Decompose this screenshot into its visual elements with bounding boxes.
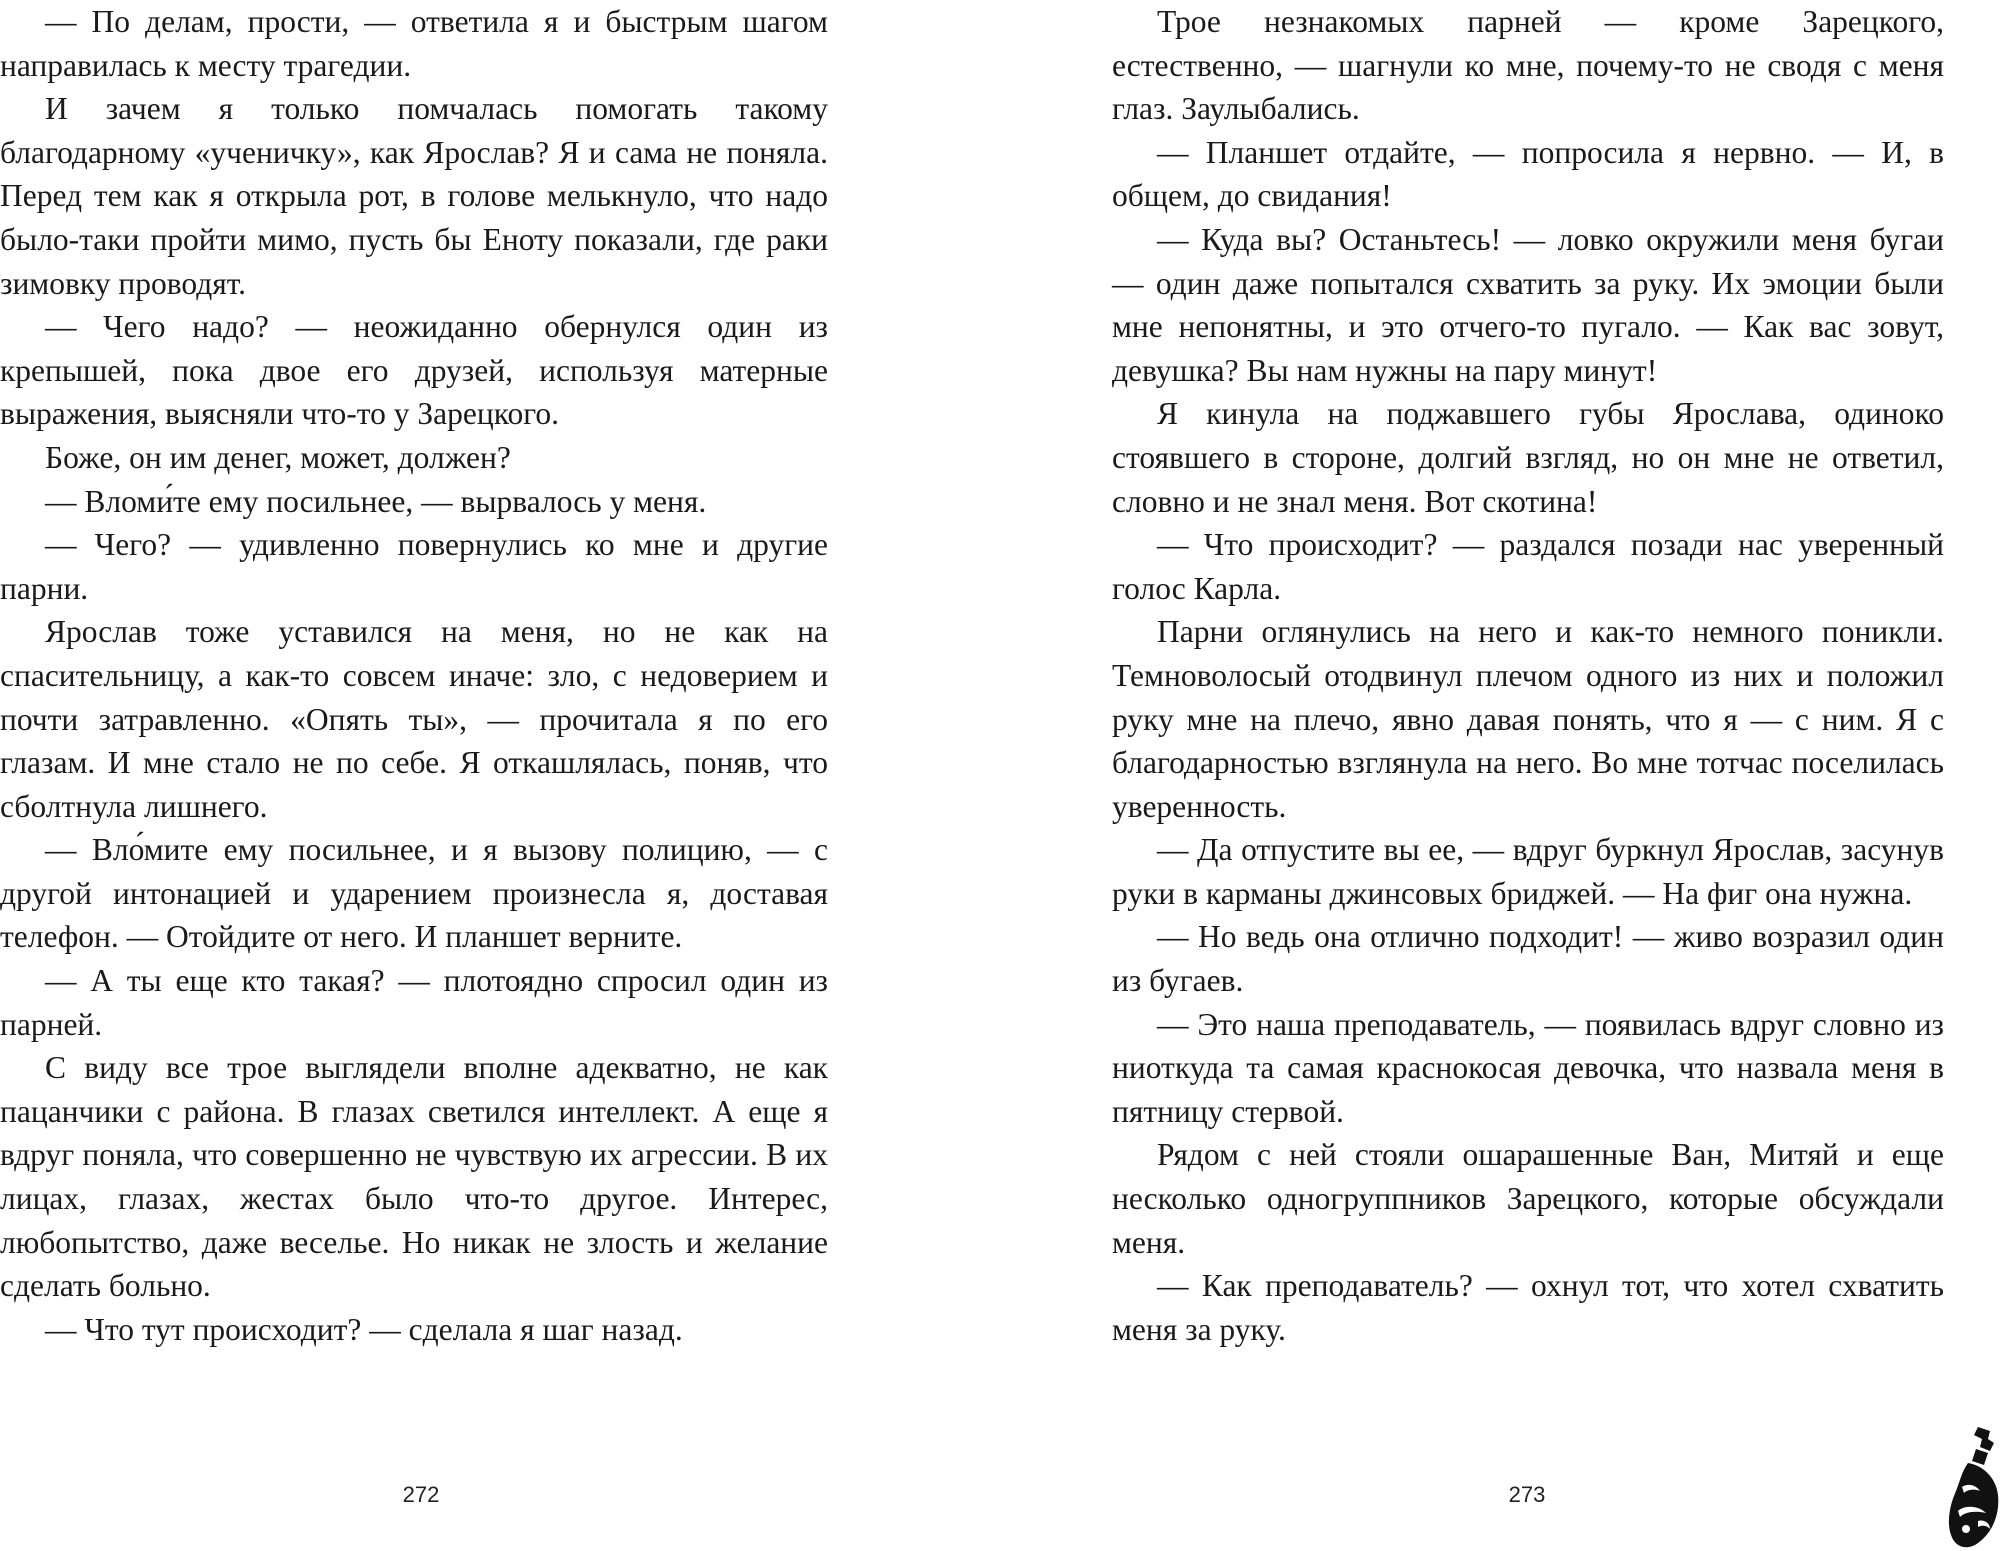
paragraph: Рядом с ней стояли ошарашенные Ван, Митяй и еще несколько одногруппников Зарецкого, которые обсуждали меня. [1112, 1137, 1944, 1260]
paragraph: — Что тут происходит? — сделала я шаг назад. [45, 1311, 683, 1347]
ink-bottle-icon [1938, 1425, 2000, 1551]
paragraph: С виду все трое выглядели вполне адекватно, не как пацанчики с района. В глазах светился интеллект. А еще я вдруг поняла, что совершенно не чувствую их агрессии. В их лицах, глазах, жестах было что-то другое. Интерес, любопытство, даже веселье. Но никак не злость и желание сделать больно. [0, 1050, 828, 1304]
paragraph: И зачем я только помчалась помогать такому благодарному «ученичку», как Ярослав? Я и сама не поняла. Перед тем как я открыла рот, в голове мелькнуло, что надо было-таки пройти мимо, пусть бы Еноту показали, где раки зимовку проводят. [0, 91, 828, 301]
right-page [1000, 0, 2000, 1551]
paragraph: — Чего надо? — неожиданно обернулся один из крепышей, пока двое его друзей, используя матерные выражения, выясняли что-то у Зарецкого. [0, 309, 828, 432]
paragraph: — Как преподаватель? — охнул тот, что хотел схватить меня за руку. [1112, 1268, 1944, 1347]
paragraph: Парни оглянулись на него и как-то немного поникли. Темноволосый отодвинул плечом одного из них и положил руку мне на плечо, явно давая понять, что я — с ним. Я с благодарностью взглянула на него. Во мне тотчас поселилась уверенность. [1112, 614, 1944, 824]
paragraph: — Вло́мите ему посильнее, и я вызову полицию, — с другой интонацией и ударением произнесла я, доставая телефон. — Отойдите от него. И планшет верните. [0, 832, 828, 955]
paragraph: — Да отпустите вы ее, — вдруг буркнул Ярослав, засунув руки в карманы джинсовых бриджей. — На фиг она нужна. [1112, 832, 1944, 911]
paragraph: Трое незнакомых парней — кроме Зарецкого, естественно, — шагнули ко мне, почему-то не сводя с меня глаз. Заулыбались. [1112, 4, 1944, 127]
paragraph: — Что происходит? — раздался позади нас уверенный голос Карла. [1112, 527, 1944, 606]
paragraph: — Чего? — удивленно повернулись ко мне и другие парни. [0, 527, 828, 606]
paragraph: — Куда вы? Останьтесь! — ловко окружили меня бугаи — один даже попытался схватить за руку. Их эмоции были мне непонятны, и это отчего-то пугало. — Как вас зовут, девушка? Вы нам нужны на пару минут! [1112, 221, 1944, 388]
paragraph: — Но ведь она отлично подходит! — живо возразил один из бугаев. [1112, 919, 1944, 999]
paragraph: — Это наша преподаватель, — появилась вдруг словно из ниоткуда та самая краснокосая девочка, что назвала меня в пятницу стервой. [1112, 1006, 1944, 1129]
paragraph: — Планшет отдайте, — попросила я нервно. — И, в общем, до свидания! [1112, 134, 1944, 214]
left-page-text [0, 0, 828, 1351]
paragraph: — А ты еще кто такая? — плотоядно спросил один из парней. [0, 963, 828, 1042]
page-number-left: 272 [402, 1482, 440, 1507]
right-page-text [1112, 0, 1944, 1351]
paragraph: Ярослав тоже уставился на меня, но не как на спасительницу, а как-то совсем иначе: зло, с недоверием и почти затравленно. «Опять ты», — прочитала я по его глазам. И мне стало не по себе. Я откашлялась, поняв, что сболтнула лишнего. [0, 614, 828, 824]
paragraph: Боже, он им денег, может, должен? [45, 439, 511, 475]
paragraph: — Вломи́те ему посильнее, — вырвалось у меня. [45, 483, 707, 519]
paragraph: — По делам, прости, — ответила я и быстрым шагом направилась к месту трагедии. [0, 4, 828, 83]
page-number-right: 273 [1508, 1482, 1546, 1507]
paragraph: Я кинула на поджавшего губы Ярослава, одиноко стоявшего в стороне, долгий взгляд, но он мне не ответил, словно и не знал меня. Вот скотина! [1112, 396, 1944, 519]
